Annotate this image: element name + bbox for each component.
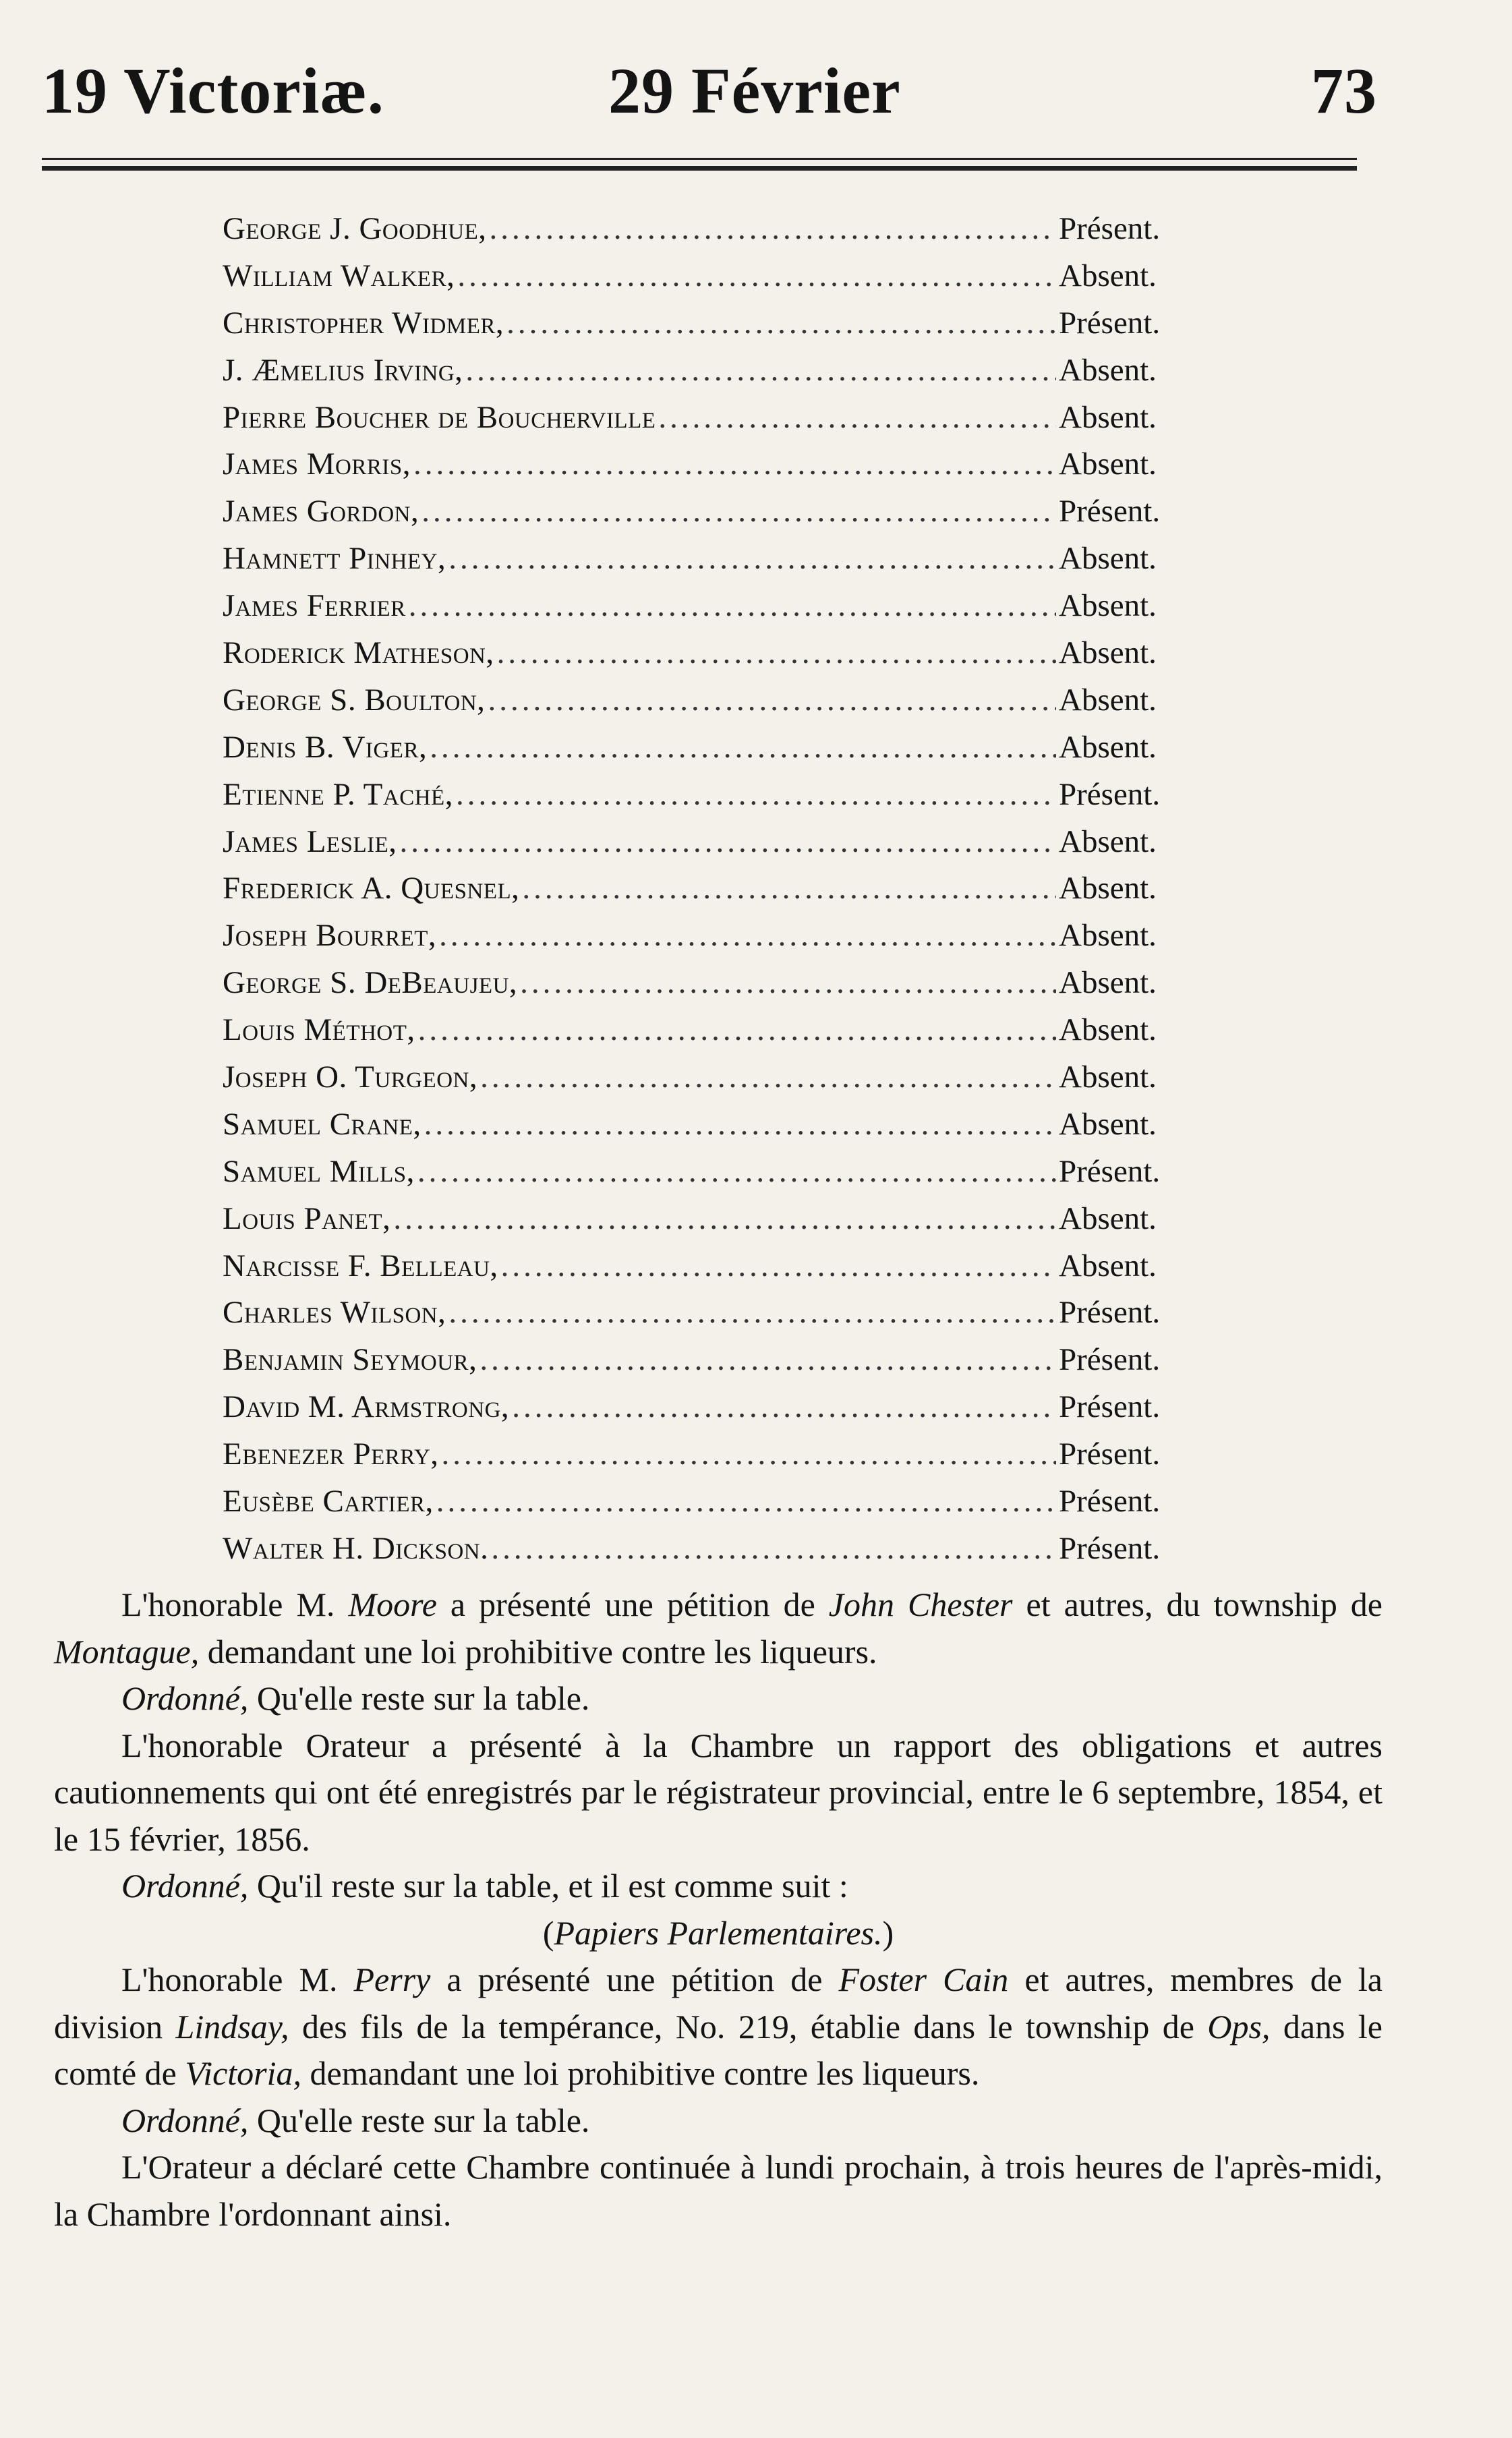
dot-leader (448, 1289, 1056, 1337)
member-name: George S. DeBeaujeu, (223, 965, 518, 1001)
ordonne-label: Ordonné, (121, 2101, 249, 2139)
dot-leader (424, 1101, 1056, 1149)
text-run: Qu'elle reste sur la table. (248, 1679, 590, 1717)
dot-leader (491, 1526, 1056, 1573)
attendance-status: Absent. (1059, 1060, 1157, 1095)
attendance-status: Présent. (1059, 305, 1161, 341)
roll-call-row (223, 583, 1207, 630)
attendance-status: Absent. (1059, 965, 1157, 1001)
member-name: J. Æmelius Irving, (223, 352, 463, 388)
place-name: Lindsay, (175, 2007, 289, 2045)
attendance-status: Absent. (1059, 446, 1157, 482)
attendance-status: Présent. (1059, 1530, 1161, 1566)
dot-leader (430, 724, 1056, 772)
text-run: et autres, membres de la division (54, 1961, 1383, 2045)
attendance-status: Présent. (1059, 211, 1161, 246)
member-name: George J. Goodhue, (223, 211, 487, 246)
member-name: Samuel Crane, (223, 1106, 421, 1142)
attendance-status: Absent. (1059, 823, 1157, 859)
member-name: Joseph Bourret, (223, 918, 437, 954)
member-name: Perry (353, 1961, 431, 1998)
member-name: Christopher Widmer, (223, 305, 504, 341)
member-name: James Gordon, (223, 494, 419, 529)
member-name: Etienne P. Taché, (223, 776, 453, 812)
member-name: Samuel Mills, (223, 1153, 415, 1189)
dot-leader (409, 583, 1056, 630)
page-header (42, 54, 1377, 135)
paren-open: ( (542, 1913, 554, 1952)
dot-leader (442, 1431, 1056, 1478)
roll-call-row (223, 724, 1207, 772)
dot-leader (480, 1054, 1056, 1101)
running-head-date: 29 Février (608, 55, 901, 127)
dot-leader (522, 865, 1056, 912)
dot-leader (413, 441, 1056, 488)
roll-call-row (223, 1196, 1207, 1243)
paren-close: ) (882, 1913, 894, 1952)
dot-leader (489, 206, 1056, 253)
member-name: Louis Méthot, (223, 1012, 415, 1048)
attendance-status: Présent. (1059, 776, 1161, 812)
roll-call-row (223, 395, 1207, 442)
roll-call-row (223, 1007, 1207, 1054)
ordonne-label: Ordonné, (121, 1679, 249, 1717)
member-name: Moore (348, 1586, 437, 1623)
roll-call-row (223, 1431, 1207, 1478)
roll-call-row (223, 819, 1207, 866)
member-name: Frederick A. Quesnel, (223, 871, 520, 906)
roll-call-row (223, 677, 1207, 724)
paragraph-moore-petition (54, 1581, 1383, 1675)
attendance-status: Absent. (1059, 258, 1157, 293)
petitioner-name: John Chester (828, 1586, 1013, 1623)
petitioner-name: Foster Cain (838, 1961, 1009, 1998)
attendance-status: Absent. (1059, 399, 1157, 435)
dot-leader (506, 300, 1056, 347)
member-name: Eusèbe Cartier, (223, 1484, 434, 1519)
running-head-regnal-year: 19 Victoriæ. (42, 55, 384, 127)
roll-call-row (223, 535, 1207, 583)
member-name: David M. Armstrong, (223, 1389, 510, 1425)
attendance-status: Présent. (1059, 1295, 1161, 1331)
attendance-status: Présent. (1059, 1484, 1161, 1519)
paragraph-order-2 (54, 1863, 1383, 1910)
dot-leader (439, 912, 1056, 960)
text-run: demandant une loi prohibitive contre les liqueurs. (301, 2054, 980, 2092)
dot-leader (393, 1196, 1056, 1243)
roll-call-row (223, 1478, 1207, 1526)
dot-leader (497, 630, 1056, 677)
attendance-status: Absent. (1059, 1012, 1157, 1048)
papers-title: Papiers Parlementaires. (554, 1913, 883, 1952)
member-name: James Ferrier (223, 588, 406, 624)
roll-call-row (223, 960, 1207, 1007)
member-name: George S. Boulton, (223, 682, 486, 718)
dot-leader (417, 1149, 1056, 1196)
paragraph-speaker-report: L'honorable Orateur a présenté à la Chambre un rapport des obligations et autres cautionnements qui ont été enregistrés par le régistrateur provincial, entre le 6 septembre, 1854, et le 15 février, 1856. (54, 1726, 1383, 1858)
attendance-status: Absent. (1059, 682, 1157, 718)
roll-call-row (223, 865, 1207, 912)
text-run: demandant une loi prohibitive contre les liqueurs. (199, 1632, 877, 1671)
attendance-status: Absent. (1059, 635, 1157, 671)
member-name: Joseph O. Turgeon, (223, 1060, 478, 1095)
text-run: Qu'elle reste sur la table. (248, 2101, 590, 2139)
attendance-status: Présent. (1059, 494, 1161, 529)
roll-call-row (223, 1101, 1207, 1149)
text-run: Qu'il reste sur la table, et il est comme suit : (248, 1867, 848, 1905)
paragraph-order-3 (54, 2097, 1383, 2145)
member-name: James Morris, (223, 446, 411, 482)
text-run: L'honorable M. (121, 1961, 354, 1998)
roll-call-row (223, 1149, 1207, 1196)
roll-call-row (223, 441, 1207, 488)
member-name: William Walker, (223, 258, 455, 293)
roll-call-row (223, 488, 1207, 535)
roll-call-list (223, 206, 1207, 1573)
dot-leader (501, 1243, 1056, 1290)
member-name: Ebenezer Perry, (223, 1436, 439, 1472)
roll-call-row (223, 1243, 1207, 1290)
attendance-status: Absent. (1059, 588, 1157, 624)
dot-leader (465, 347, 1056, 395)
member-name: Charles Wilson, (223, 1295, 446, 1331)
attendance-status: Présent. (1059, 1436, 1161, 1472)
text-run: et autres, du township de (1012, 1586, 1383, 1623)
attendance-status: Absent. (1059, 871, 1157, 906)
text-run: a présenté une pétition de (430, 1961, 839, 1998)
roll-call-row (223, 300, 1207, 347)
dot-leader (512, 1384, 1056, 1431)
attendance-status: Absent. (1059, 352, 1157, 388)
attendance-status: Absent. (1059, 729, 1157, 765)
member-name: Hamnett Pinhey, (223, 541, 446, 577)
page-number: 73 (1311, 55, 1377, 127)
roll-call-row (223, 1526, 1207, 1573)
text-run: a présenté une pétition de (436, 1586, 829, 1623)
dot-leader (456, 772, 1056, 819)
dot-leader (520, 960, 1056, 1007)
paragraph-papers-reference (54, 1910, 1383, 1957)
text-run: L'honorable M. (121, 1586, 349, 1623)
attendance-status: Absent. (1059, 1106, 1157, 1142)
attendance-status: Présent. (1059, 1153, 1161, 1189)
text-run: des fils de la tempérance, No. 219, établie dans le township de (289, 2007, 1208, 2045)
attendance-status: Absent. (1059, 918, 1157, 954)
dot-leader (457, 253, 1056, 300)
roll-call-row (223, 1384, 1207, 1431)
paragraph-adjournment: L'Orateur a déclaré cette Chambre continuée à lundi prochain, à trois heures de l'après-midi, la Chambre l'ordonnant ainsi. (54, 2148, 1383, 2233)
member-name: Narcisse F. Belleau, (223, 1248, 498, 1283)
dot-leader (436, 1478, 1056, 1526)
roll-call-row (223, 206, 1207, 253)
dot-leader (421, 488, 1056, 535)
proceedings-text (54, 1581, 1383, 2238)
header-rule-thick (42, 166, 1357, 171)
roll-call-row (223, 1289, 1207, 1337)
attendance-status: Présent. (1059, 1342, 1161, 1378)
ordonne-label: Ordonné, (121, 1867, 249, 1905)
header-rule-thin (42, 158, 1357, 160)
dot-leader (479, 1337, 1056, 1384)
attendance-status: Absent. (1059, 541, 1157, 577)
member-name: Denis B. Viger, (223, 729, 428, 765)
roll-call-row (223, 1337, 1207, 1384)
member-name: Louis Panet, (223, 1200, 391, 1236)
attendance-status: Absent. (1059, 1248, 1157, 1283)
dot-leader (400, 819, 1057, 866)
member-name: Walter H. Dickson. (223, 1530, 489, 1566)
place-name: Victoria, (185, 2054, 302, 2092)
dot-leader (418, 1007, 1056, 1054)
roll-call-row (223, 1054, 1207, 1101)
paragraph-perry-petition (54, 1956, 1383, 2097)
roll-call-row (223, 630, 1207, 677)
place-name: Montague, (54, 1632, 200, 1671)
attendance-status: Présent. (1059, 1389, 1161, 1425)
attendance-status: Absent. (1059, 1200, 1157, 1236)
dot-leader (488, 677, 1056, 724)
dot-leader (448, 535, 1056, 583)
member-name: Roderick Matheson, (223, 635, 494, 671)
roll-call-row (223, 772, 1207, 819)
member-name: Benjamin Seymour, (223, 1342, 477, 1378)
roll-call-row (223, 912, 1207, 960)
roll-call-row (223, 347, 1207, 395)
paragraph-order-1 (54, 1675, 1383, 1722)
roll-call-row (223, 253, 1207, 300)
text-run: dans le comté de (54, 2007, 1383, 2092)
member-name: James Leslie, (223, 823, 397, 859)
member-name: Pierre Boucher de Boucherville (223, 399, 656, 435)
dot-leader (658, 395, 1056, 442)
place-name: Ops, (1207, 2007, 1271, 2045)
